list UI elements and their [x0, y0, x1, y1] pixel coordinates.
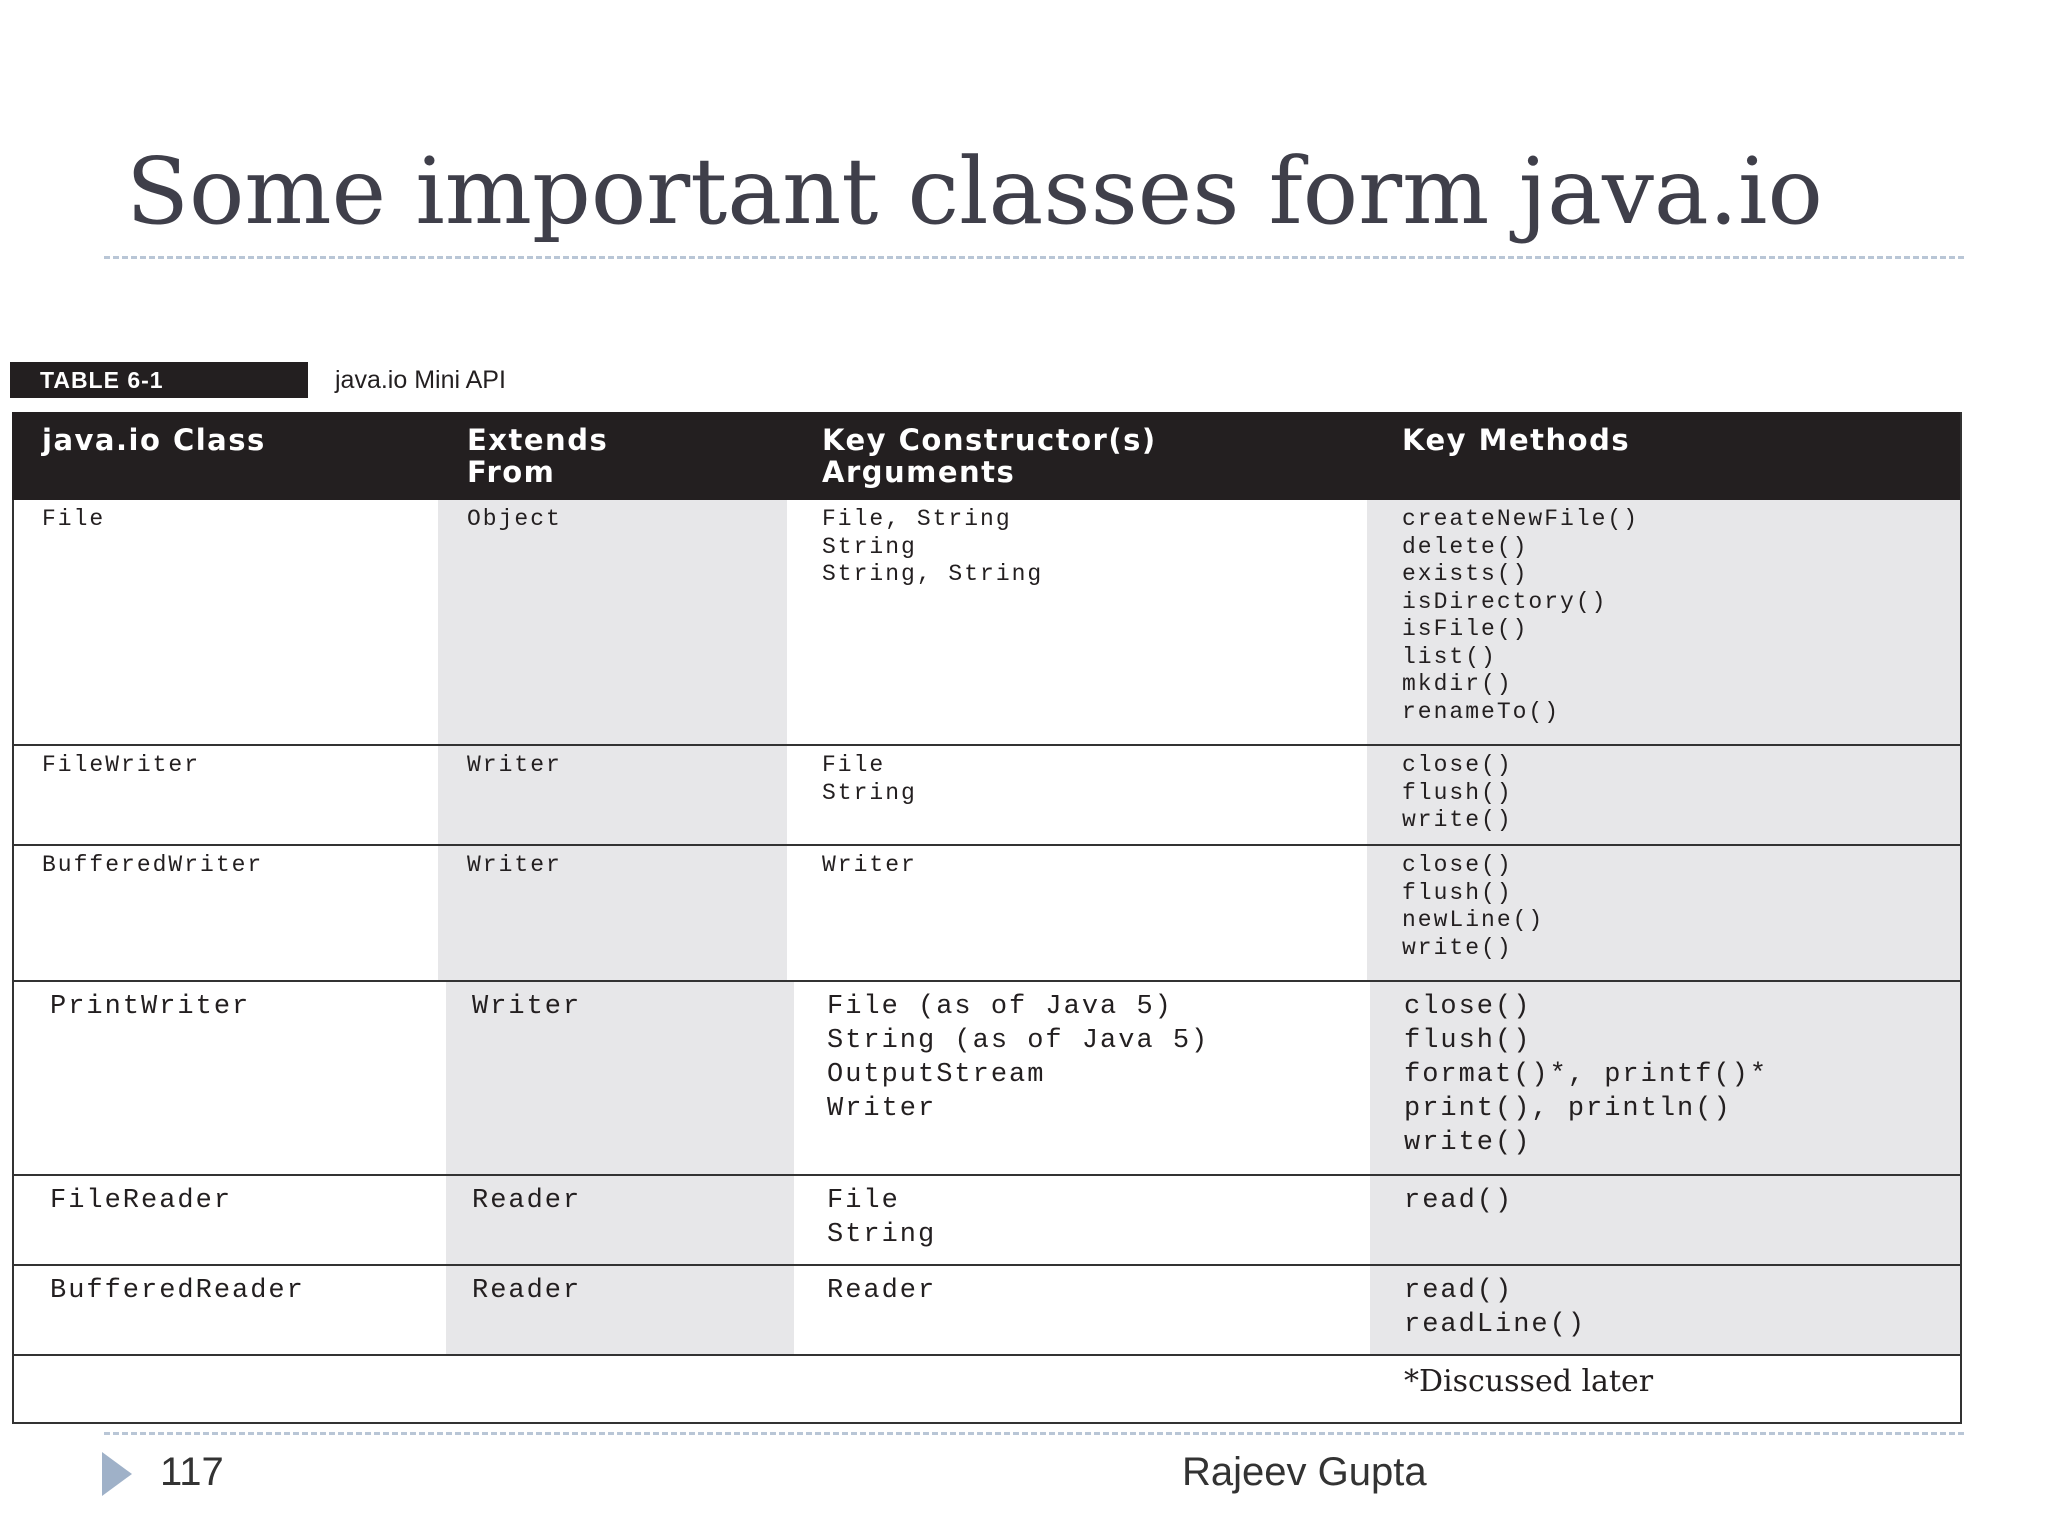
table-row-printwriter — [12, 982, 1962, 1176]
table-right-border — [1960, 412, 1962, 1424]
method-entry: write() — [1402, 934, 1513, 961]
methods-cell — [1402, 752, 1513, 835]
java-io-api-table — [12, 412, 1962, 1424]
constructor-entry: String, String — [822, 561, 1044, 587]
constructors-cell — [822, 852, 917, 880]
method-entry: createNewFile() — [1402, 506, 1640, 532]
constructor-entry: String — [822, 779, 917, 806]
table-footnote: *Discussed later — [1404, 1364, 1654, 1399]
table-row-file — [12, 500, 1962, 746]
page-number: 117 — [160, 1450, 224, 1494]
constructors-cell — [822, 752, 917, 807]
table-left-border — [12, 500, 14, 1424]
author-name: Rajeev Gupta — [1182, 1450, 1427, 1494]
table-row-filewriter — [12, 746, 1962, 846]
constructors-cell — [827, 1274, 936, 1308]
constructor-entry: File — [827, 1186, 900, 1216]
constructor-entry: String — [827, 1220, 937, 1250]
class-name-cell-text: File — [42, 506, 106, 532]
extends-cell — [472, 1274, 581, 1308]
table-row-bufferedreader — [12, 1266, 1962, 1356]
header-methods: Key Methods — [1402, 423, 1631, 457]
method-entry: mkdir() — [1402, 671, 1513, 697]
table-tag: TABLE 6-1 — [10, 362, 308, 398]
class-name-cell-text: FileWriter — [42, 752, 201, 778]
method-entry: flush() — [1402, 779, 1513, 806]
header-extends: Extends From — [467, 423, 609, 489]
method-entry: delete() — [1402, 533, 1529, 560]
constructor-entry: String — [822, 533, 917, 560]
method-entry: format()*, printf()* — [1404, 1060, 1769, 1090]
title-divider — [104, 256, 1964, 259]
method-entry: print(), println() — [1404, 1094, 1732, 1124]
constructor-entry: OutputStream — [827, 1060, 1046, 1090]
table-row-filereader — [12, 1176, 1962, 1266]
class-name-cell — [42, 506, 105, 534]
class-name-cell — [50, 1184, 232, 1218]
extends-cell — [472, 990, 581, 1024]
constructor-entry: Writer — [822, 852, 917, 878]
class-name-cell — [42, 752, 200, 780]
extends-cell-text: Object — [467, 506, 562, 532]
header-constructors: Key Constructor(s) Arguments — [822, 423, 1157, 489]
method-entry: exists() — [1402, 561, 1529, 587]
constructor-entry: File, String — [822, 506, 1012, 532]
constructor-entry: File (as of Java 5) — [827, 992, 1173, 1022]
method-entry: write() — [1404, 1128, 1532, 1158]
method-entry: read() — [1404, 1276, 1514, 1306]
method-entry: isFile() — [1402, 616, 1529, 642]
method-entry: newLine() — [1402, 907, 1545, 933]
method-entry: close() — [1402, 752, 1513, 778]
methods-cell — [1404, 1184, 1513, 1218]
method-entry: close() — [1402, 852, 1513, 878]
constructor-entry: String (as of Java 5) — [827, 1026, 1210, 1056]
table-bottom-border — [12, 1422, 1962, 1424]
class-name-cell-text: BufferedReader — [50, 1276, 305, 1306]
extends-cell-text: Reader — [472, 1276, 582, 1306]
class-name-cell — [42, 852, 263, 880]
method-entry: close() — [1404, 992, 1532, 1022]
constructors-cell — [822, 506, 1043, 589]
method-entry: list() — [1402, 643, 1497, 670]
slide-title: Some important classes form java.io — [126, 138, 1823, 245]
methods-cell — [1404, 990, 1768, 1160]
header-class: java.io Class — [42, 423, 266, 457]
table-caption-text: java.io Mini API — [335, 366, 506, 394]
table-row-bufferedwriter — [12, 846, 1962, 982]
method-entry: isDirectory() — [1402, 588, 1608, 615]
method-entry: renameTo() — [1402, 698, 1561, 725]
methods-cell — [1404, 1274, 1586, 1342]
class-name-cell-text: PrintWriter — [50, 992, 251, 1022]
method-entry: write() — [1402, 807, 1513, 833]
footer-divider — [104, 1432, 1964, 1435]
method-entry: flush() — [1402, 879, 1513, 906]
method-entry: readLine() — [1404, 1310, 1587, 1340]
constructor-entry: Writer — [827, 1094, 937, 1124]
extends-cell — [467, 752, 562, 780]
class-name-cell-text: BufferedWriter — [42, 852, 264, 878]
triangle-bullet-icon — [102, 1452, 132, 1496]
constructors-cell — [827, 1184, 936, 1252]
extends-cell-text: Reader — [472, 1186, 582, 1216]
class-name-cell — [50, 990, 250, 1024]
table-header — [12, 412, 1962, 500]
extends-cell — [472, 1184, 581, 1218]
column-shading — [438, 500, 787, 746]
extends-cell — [467, 852, 562, 880]
constructor-entry: Reader — [827, 1276, 937, 1306]
constructors-cell — [827, 990, 1209, 1126]
table-footnote-row — [12, 1356, 1962, 1424]
extends-cell — [467, 506, 562, 534]
method-entry: flush() — [1404, 1026, 1532, 1056]
extends-cell-text: Writer — [467, 752, 562, 778]
class-name-cell — [50, 1274, 305, 1308]
method-entry: read() — [1404, 1186, 1514, 1216]
methods-cell — [1402, 506, 1639, 726]
extends-cell-text: Writer — [472, 992, 582, 1022]
constructor-entry: File — [822, 752, 886, 778]
class-name-cell-text: FileReader — [50, 1186, 233, 1216]
methods-cell — [1402, 852, 1544, 962]
extends-cell-text: Writer — [467, 852, 562, 878]
